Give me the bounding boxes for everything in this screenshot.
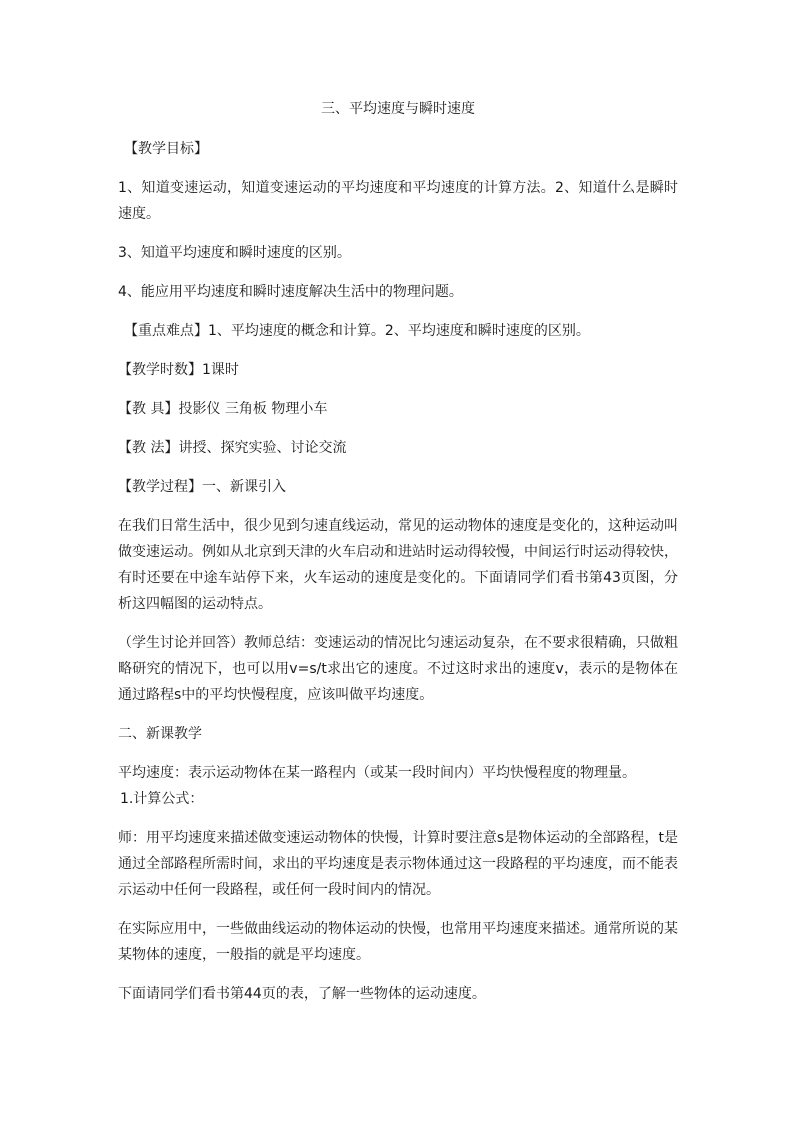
paragraph-introduction: 在我们日常生活中，很少见到匀速直线运动，常见的运动物体的速度是变化的，这种运动叫做变速运动。例如从北京到天津的火车启动和进站时运动得较慢，中间运行时运动得较快，有时还要在中途车站停下来，火车运动的速度是变化的。下面请同学们看书第43页图，分析这四幅图的运动特点。 [118, 518, 678, 612]
paragraph-goal-3: 3、知道平均速度和瞬时速度的区别。 [118, 245, 351, 261]
section-heading-teaching-goals: 【教学目标】 [124, 141, 208, 157]
paragraph-teaching-process: 【教学过程】一、新课引入 [118, 479, 286, 495]
paragraph-teacher-explanation: 师：用平均速度来描述做变速运动物体的快慢，计算时要注意s是物体运动的全部路程，t是通过全部路程所需时间，求出的平均速度是表示物体通过这一段路程的平均速度，而不能表示运动中任何一段路程，或任何一段时间内的情况。 [118, 830, 678, 898]
paragraph-teacher-summary: （学生讨论并回答）教师总结：变速运动的情况比匀速运动复杂，在不要求很精确，只做粗略研究的情况下，也可以用v=s/t求出它的速度。不过这时求出的速度v，表示的是物体在通过路程s中的平均快慢程度，应该叫做平均速度。 [118, 635, 678, 703]
paragraph-teaching-hours: 【教学时数】1课时 [118, 362, 239, 378]
section-heading-new-lesson: 二、新课教学 [118, 726, 202, 742]
paragraph-teaching-aids: 【教 具】投影仪 三角板 物理小车 [118, 401, 328, 417]
paragraph-key-points: 【重点难点】1、平均速度的概念和计算。2、平均速度和瞬时速度的区别。 [124, 323, 590, 339]
paragraph-practical-application: 在实际应用中，一些做曲线运动的物体运动的快慢，也常用平均速度来描述。通常所说的某某物体的速度，一般指的就是平均速度。 [118, 921, 678, 963]
average-speed-definition-text: 平均速度：表示运动物体在某一路程内（或某一段时间内）平均快慢程度的物理量。 [118, 765, 636, 781]
paragraph-goal-4: 4、能应用平均速度和瞬时速度解决生活中的物理问题。 [118, 284, 463, 300]
paragraph-average-speed-definition [118, 760, 678, 812]
paragraph-goal-1-2: 1、知道变速运动，知道变速运动的平均速度和平均速度的计算方法。2、知道什么是瞬时速度。 [118, 180, 678, 222]
paragraph-table-reference: 下面请同学们看书第44页的表，了解一些物体的运动速度。 [118, 986, 486, 1002]
paragraph-teaching-methods: 【教 法】讲授、探究实验、讨论交流 [118, 440, 347, 456]
formula-heading: 1.计算公式： [120, 791, 204, 807]
document-body [118, 96, 678, 1020]
document-title: 三、平均速度与瞬时速度 [321, 101, 475, 117]
